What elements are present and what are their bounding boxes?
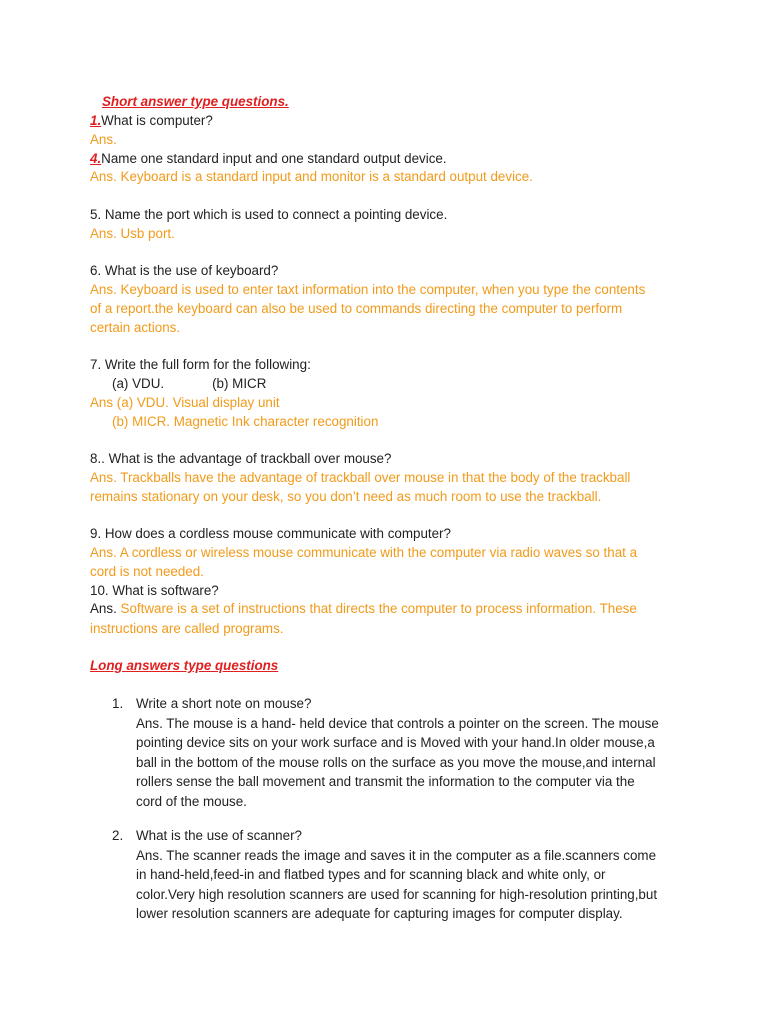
list-item-answer-line: rollers sense the ball movement and transmit the information to the computer via the: [136, 774, 635, 790]
answer-10-prefix: Ans.: [90, 601, 117, 616]
list-item-answer-line: Ans. The mouse is a hand- held device that controls a pointer on the screen. The mouse: [136, 715, 659, 731]
question-1: [90, 111, 213, 130]
answer-5: Ans. Usb port.: [90, 226, 175, 241]
question-5: 5. Name the port which is used to connect a pointing device.: [90, 207, 448, 222]
answer-6-line: of a report.the keyboard can also be used to commands directing the computer to perform: [90, 301, 623, 316]
answer-4: Ans. Keyboard is a standard input and monitor is a standard output device.: [90, 169, 533, 184]
question-4-text: Name one standard input and one standard output device.: [101, 151, 447, 166]
option-b: (b) MICR: [212, 376, 267, 391]
list-item-number: 1.: [112, 696, 124, 711]
list-item-body: [136, 826, 681, 924]
list-item-answer-line: ball in the bottom of the mouse rolls on the surface as you move the mouse,and internal: [136, 754, 656, 770]
list-item-answer-line: Ans. The scanner reads the image and saves it in the computer as a file.scanners come: [136, 847, 657, 863]
long-answer-heading: Long answers type questions: [90, 658, 279, 673]
answer-10-text: Software is a set of instructions that directs the computer to process information. These: [116, 601, 637, 616]
list-item-number: 2.: [112, 828, 124, 843]
answer-8-line: Ans. Trackballs have the advantage of trackball over mouse in that the body of the trackball: [90, 470, 631, 485]
list-item-body: [136, 694, 681, 812]
answer-9-line: cord is not needed.: [90, 564, 204, 579]
question-4-number: 4.: [90, 151, 102, 166]
list-item-answer-line: cord of the mouse.: [136, 793, 247, 809]
question-1-number: 1.: [90, 113, 102, 128]
answer-6-line: certain actions.: [90, 320, 181, 335]
question-7-options: [112, 374, 266, 393]
list-item-answer-line: in hand-held,feed-in and flatbed types and for scanning black and white only, or: [136, 867, 606, 883]
answer-1: Ans.: [90, 132, 117, 147]
answer-6-line: Ans. Keyboard is used to enter taxt information into the computer, when you type the contents: [90, 282, 646, 297]
question-9: 9. How does a cordless mouse communicate with computer?: [90, 526, 451, 541]
list-item-question: What is the use of scanner?: [136, 828, 302, 843]
answer-7b: (b) MICR. Magnetic Ink character recognition: [112, 414, 379, 429]
question-8: 8.. What is the advantage of trackball over mouse?: [90, 451, 392, 466]
question-6: 6. What is the use of keyboard?: [90, 263, 279, 278]
list-item-answer-line: color.Very high resolution scanners are used for scanning for high-resolution printing,but: [136, 886, 658, 902]
short-answer-heading: Short answer type questions.: [102, 94, 289, 109]
answer-8-line: remains stationary on your desk, so you don’t need as much room to use the trackball.: [90, 489, 602, 504]
question-4: [90, 149, 447, 168]
question-10: 10. What is software?: [90, 583, 219, 598]
answer-10: [90, 599, 637, 618]
list-item-question: Write a short note on mouse?: [136, 696, 312, 711]
answer-7a: Ans (a) VDU. Visual display unit: [90, 395, 280, 410]
list-item-answer-line: lower resolution scanners are adequate for capturing images for computer display.: [136, 906, 623, 922]
option-a: (a) VDU.: [112, 376, 165, 391]
question-7: 7. Write the full form for the following:: [90, 357, 311, 372]
question-1-text: What is computer?: [101, 113, 213, 128]
answer-9-line: Ans. A cordless or wireless mouse communicate with the computer via radio waves so that a: [90, 545, 638, 560]
list-item-answer-line: pointing device sits on your work surface and is Moved with your hand.In older mouse,a: [136, 735, 655, 751]
answer-10-line2: instructions are called programs.: [90, 621, 284, 636]
